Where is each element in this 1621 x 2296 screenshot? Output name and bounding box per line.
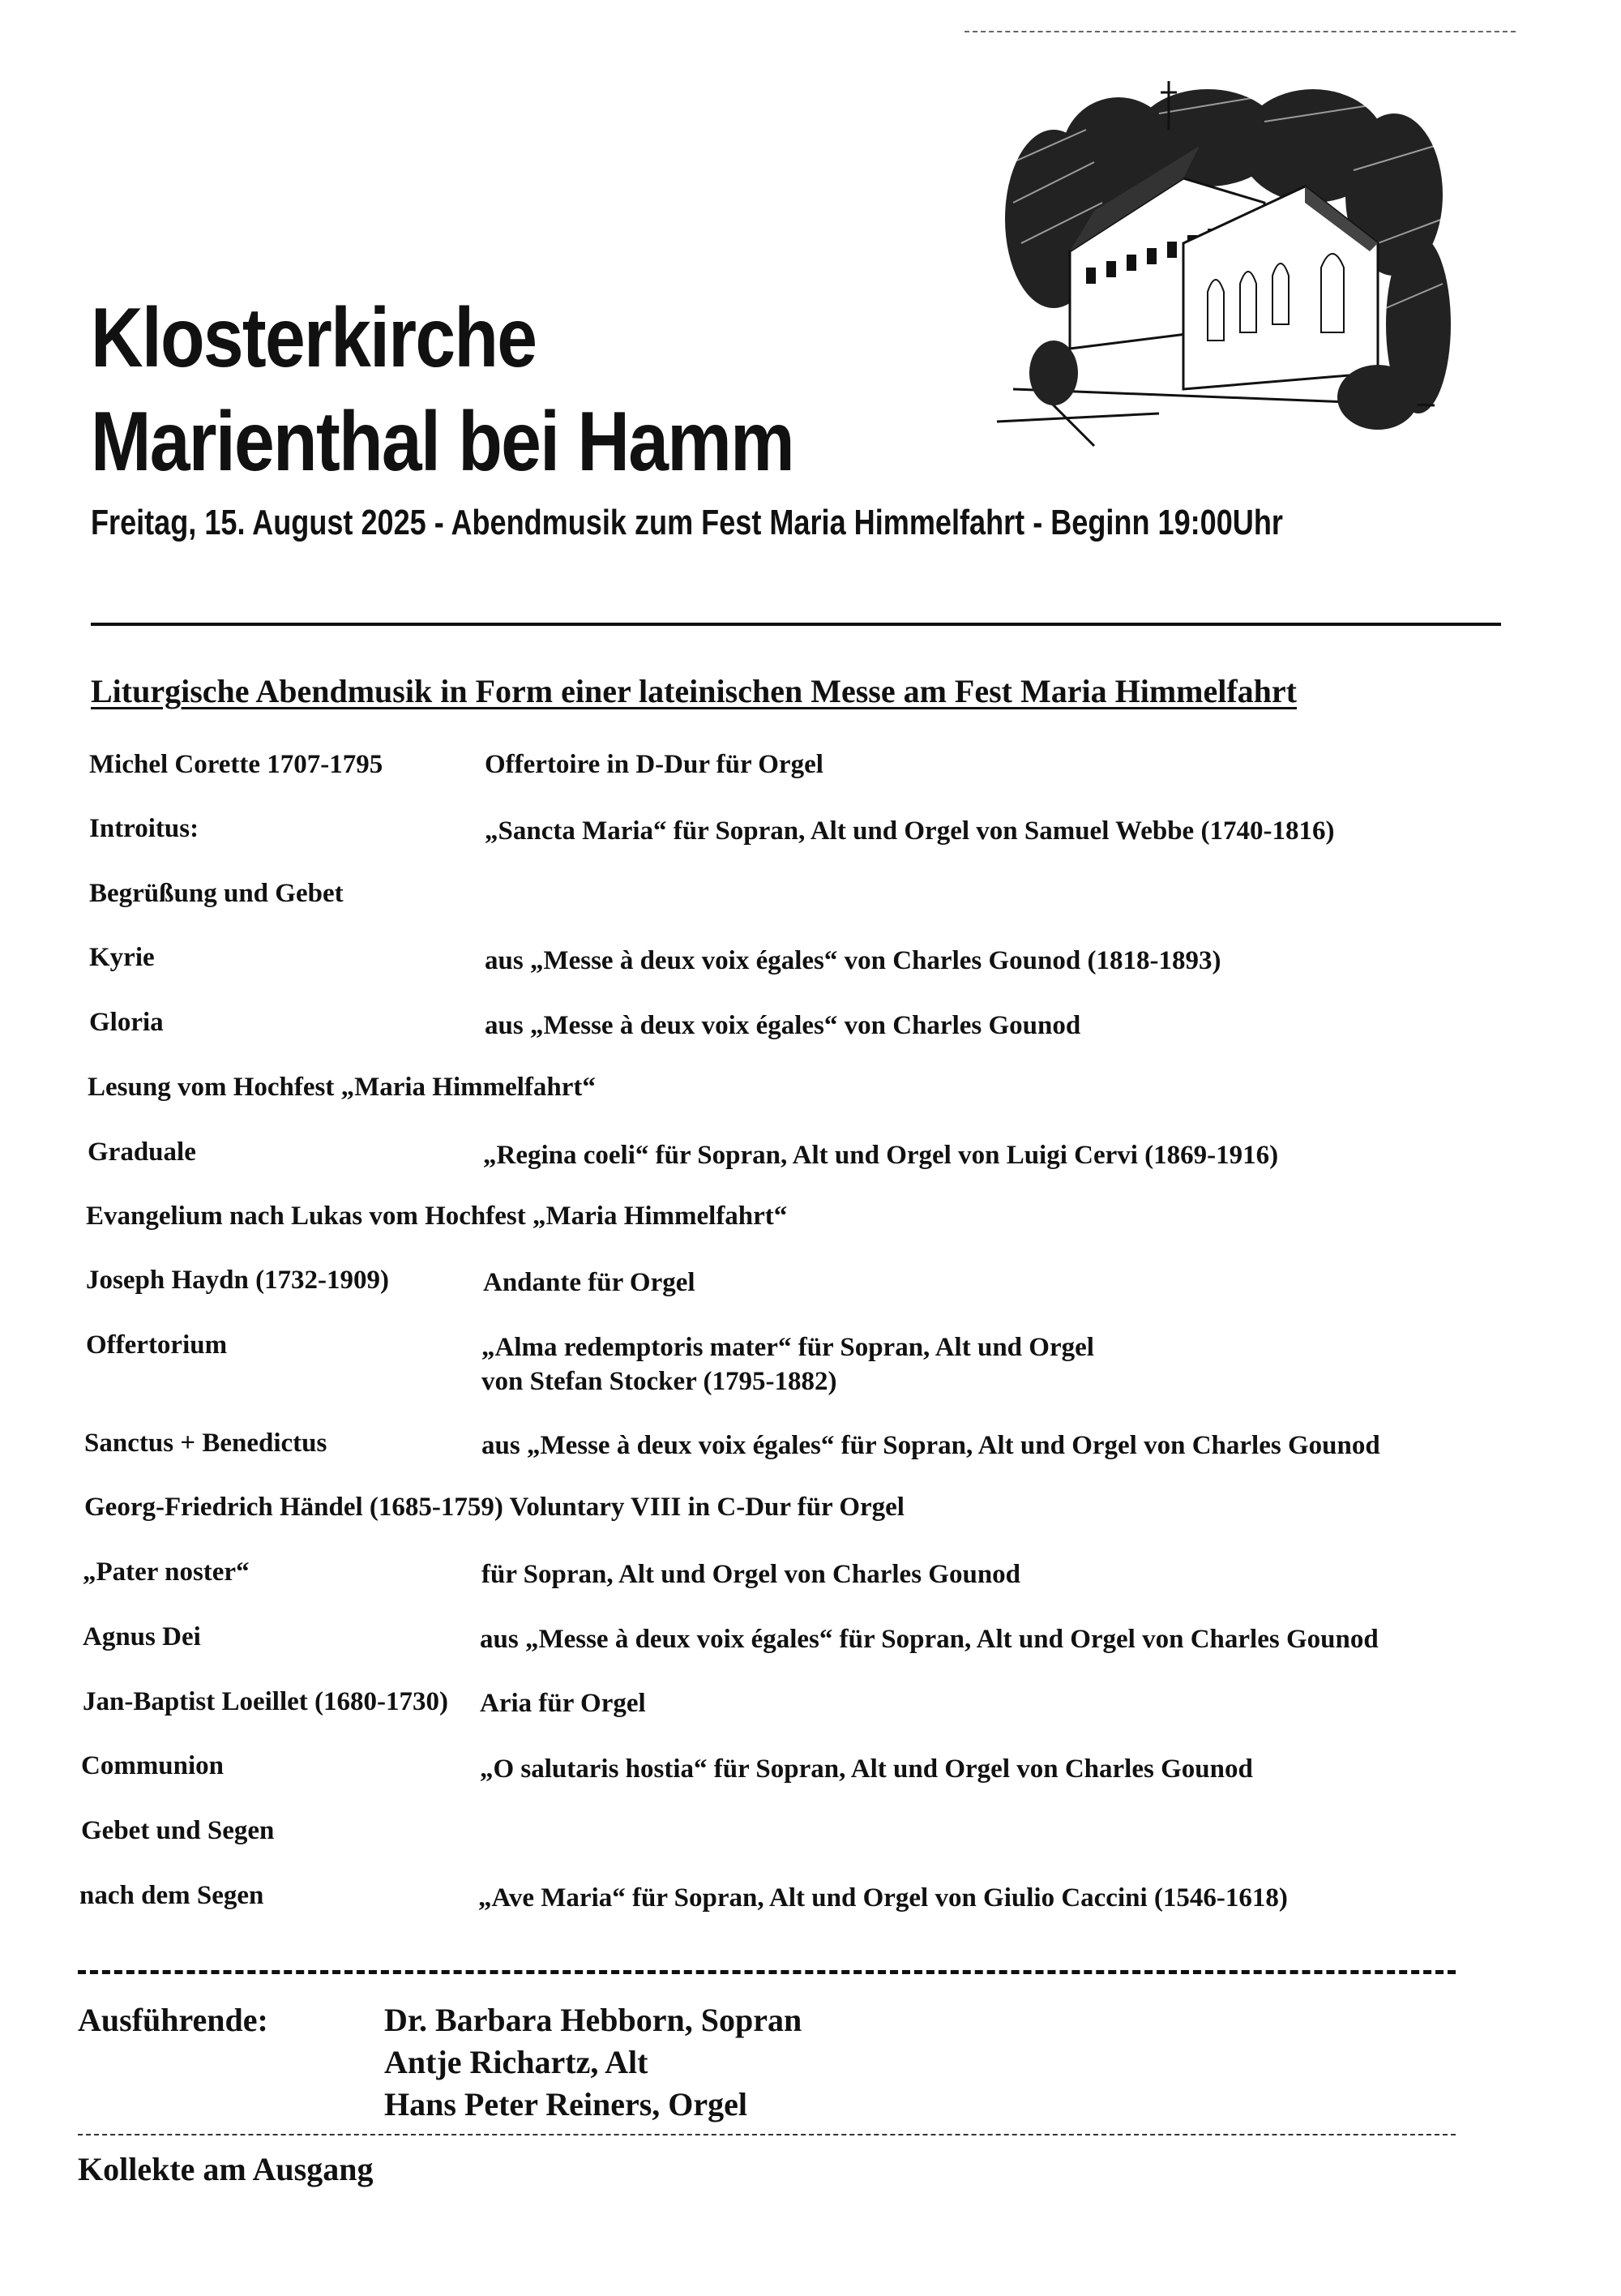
program-left: Kyrie [89, 943, 155, 972]
program-left: Gebet und Segen [81, 1816, 275, 1845]
dashed-divider-thin [78, 2134, 1456, 2135]
program-right: „Sancta Maria“ für Sopran, Alt und Orgel von Samuel Webbe (1740-1816) [485, 816, 1335, 846]
program-left: Georg-Friedrich Händel (1685-1759) Voluntary VIII in C-Dur für Orgel [84, 1493, 905, 1522]
program-heading: Liturgische Abendmusik in Form einer lateinischen Messe am Fest Maria Himmelfahrt [91, 673, 1297, 709]
performer-name: Hans Peter Reiners, Orgel [384, 2086, 748, 2123]
program-left: Begrüßung und Gebet [89, 879, 344, 908]
program-left: Joseph Haydn (1732-1909) [86, 1266, 390, 1295]
program-right: für Sopran, Alt und Orgel von Charles Gounod [481, 1560, 1021, 1589]
program-right: aus „Messe à deux voix égales“ von Charles Gounod [485, 1011, 1081, 1040]
church-drawing-icon [997, 81, 1451, 454]
program-right: Andante für Orgel [483, 1268, 695, 1297]
program-right: „Ave Maria“ für Sopran, Alt und Orgel von Giulio Caccini (1546-1618) [478, 1883, 1288, 1913]
performer-name: Dr. Barbara Hebborn, Sopran [384, 2002, 802, 2038]
program-right: aus „Messe à deux voix égales“ für Sopran, Alt und Orgel von Charles Gounod [481, 1431, 1380, 1460]
program-left: nach dem Segen [79, 1881, 264, 1910]
top-divider [964, 31, 1516, 32]
program-left: Communion [81, 1751, 225, 1780]
program-right: „Alma redemptoris mater“ für Sopran, Alt und Orgel [481, 1333, 1094, 1362]
program-left: Graduale [88, 1137, 196, 1167]
program-left: Introitus: [89, 814, 199, 843]
program-right: „Regina coeli“ für Sopran, Alt und Orgel von Luigi Cervi (1869-1916) [483, 1141, 1279, 1170]
program-right: Offertoire in D-Dur für Orgel [485, 750, 823, 779]
program-left: „Pater noster“ [83, 1557, 250, 1587]
dashed-divider [78, 1970, 1456, 1974]
program-left: Gloria [89, 1008, 164, 1037]
event-subline: Freitag, 15. August 2025 - Abendmusik zum Fest Maria Himmelfahrt - Beginn 19:00Uhr [91, 503, 1283, 542]
program-right: Aria für Orgel [480, 1689, 646, 1718]
header-rule [91, 623, 1501, 626]
program-left: Agnus Dei [83, 1622, 201, 1651]
title-line-1: Klosterkirche [91, 291, 537, 385]
performers-label: Ausführende: [78, 2002, 268, 2038]
program-left: Offertorium [86, 1330, 228, 1360]
program-right-cont: von Stefan Stocker (1795-1882) [481, 1367, 837, 1396]
performers-list [384, 1999, 802, 2126]
performer-name: Antje Richartz, Alt [384, 2044, 648, 2080]
program-right: aus „Messe à deux voix égales“ für Sopran, Alt und Orgel von Charles Gounod [480, 1625, 1379, 1654]
program-left: Sanctus + Benedictus [84, 1429, 327, 1458]
program-right: aus „Messe à deux voix égales“ von Charles Gounod (1818-1893) [485, 946, 1221, 975]
program-left: Michel Corette 1707-1795 [89, 750, 383, 779]
program-left: Lesung vom Hochfest „Maria Himmelfahrt“ [88, 1073, 596, 1102]
program-right: „O salutaris hostia“ für Sopran, Alt und Orgel von Charles Gounod [480, 1754, 1253, 1784]
program-left: Jan-Baptist Loeillet (1680-1730) [83, 1687, 448, 1716]
program-left: Evangelium nach Lukas vom Hochfest „Maria Himmelfahrt“ [86, 1202, 788, 1231]
title-line-2: Marienthal bei Hamm [91, 395, 793, 489]
collection-note: Kollekte am Ausgang [78, 2151, 374, 2187]
